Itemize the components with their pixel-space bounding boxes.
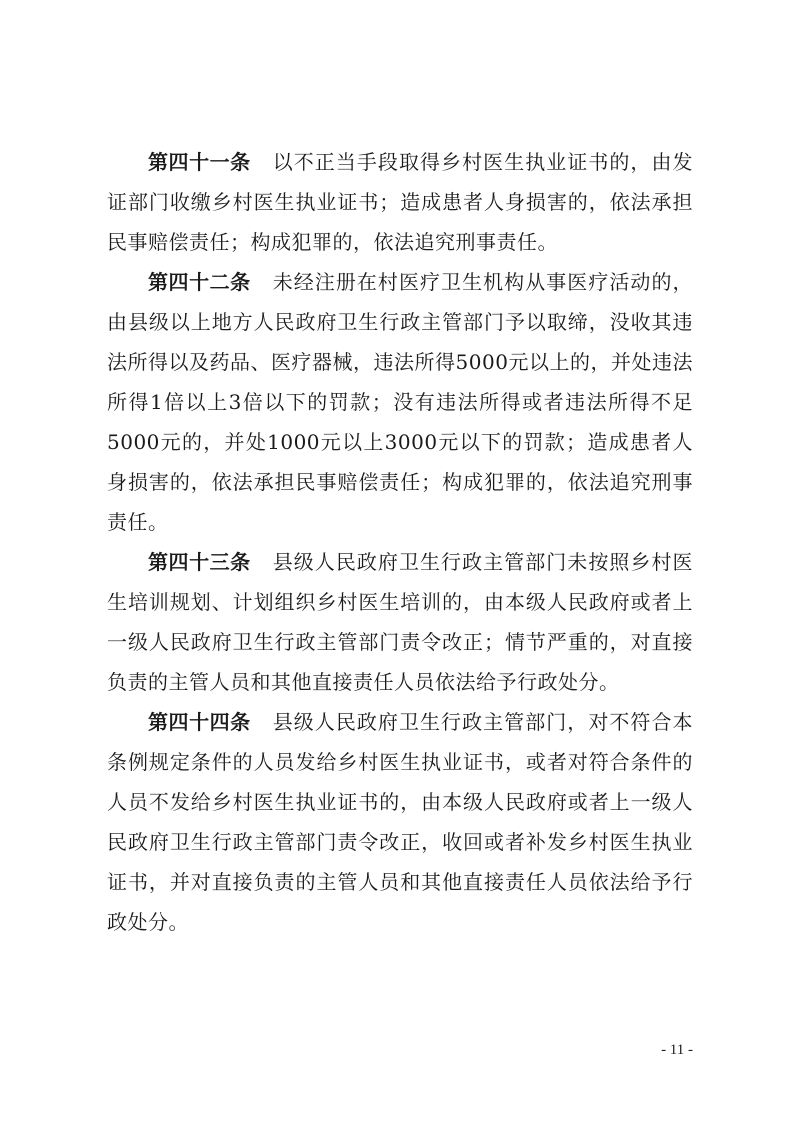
article-43 (107, 542, 693, 702)
article-text: 以不正当手段取得乡村医生执业证书的，由发证部门收缴乡村医生执业证书；造成患者人身损害的，依法承担民事赔偿责任；构成犯罪的，依法追究刑事责任。 (107, 150, 694, 254)
article-42 (107, 262, 693, 542)
article-title: 第四十四条 (148, 710, 251, 734)
article-text: 县级人民政府卫生行政主管部门未按照乡村医生培训规划、计划组织乡村医生培训的，由本级人民政府或者上一级人民政府卫生行政主管部门责令改正；情节严重的，对直接负责的主管人员和其他直接责任人员依法给予行政处分。 (107, 550, 694, 694)
page-number: - 11 - (661, 1042, 693, 1058)
article-title: 第四十一条 (148, 150, 251, 174)
article-44 (107, 702, 693, 942)
article-title: 第四十二条 (148, 270, 251, 294)
article-title: 第四十三条 (148, 550, 251, 574)
article-41 (107, 142, 693, 262)
document-body (107, 142, 693, 942)
article-text: 未经注册在村医疗卫生机构从事医疗活动的，由县级以上地方人民政府卫生行政主管部门予以取缔，没收其违法所得以及药品、医疗器械，违法所得5000元以上的，并处违法所得1倍以上3倍以下的罚款；没有违法所得或者违法所得不足5000元的，并处1000元以上3000元以下的罚款；造成患者人身损害的，依法承担民事赔偿责任；构成犯罪的，依法追究刑事责任。 (107, 270, 694, 534)
article-text: 县级人民政府卫生行政主管部门，对不符合本条例规定条件的人员发给乡村医生执业证书，或者对符合条件的人员不发给乡村医生执业证书的，由本级人民政府或者上一级人民政府卫生行政主管部门责令改正，收回或者补发乡村医生执业证书，并对直接负责的主管人员和其他直接责任人员依法给予行政处分。 (107, 710, 694, 934)
